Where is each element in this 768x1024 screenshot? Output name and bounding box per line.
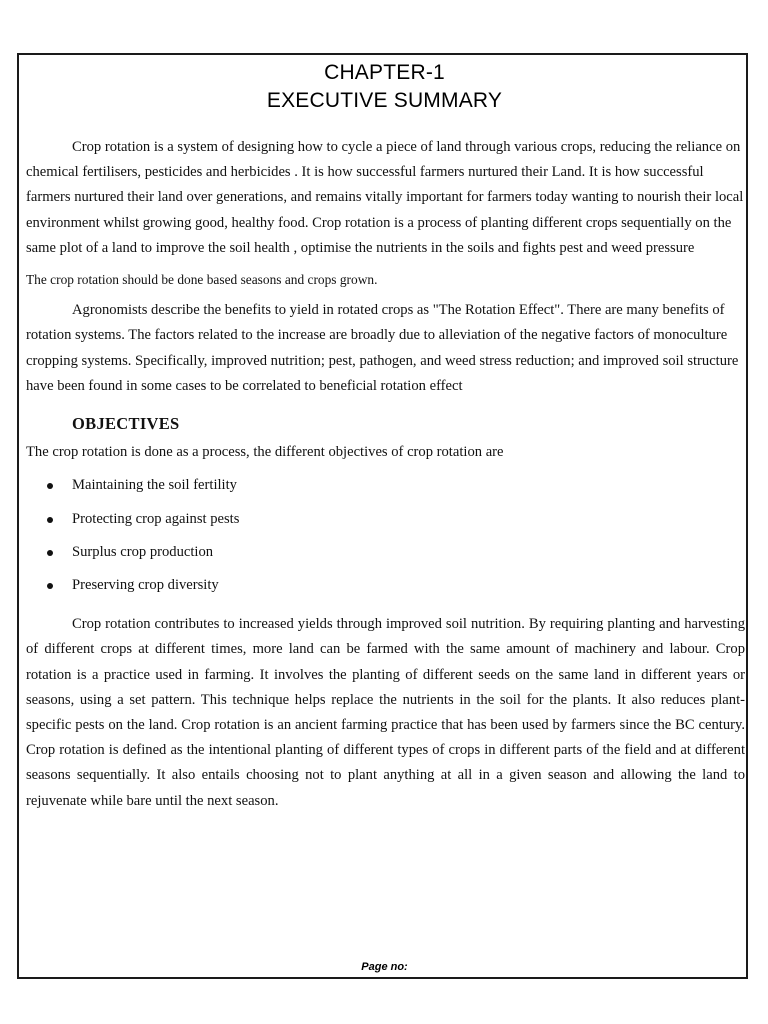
list-item <box>26 473 745 506</box>
bullet-icon <box>47 483 53 489</box>
objective-text: Maintaining the soil fertility <box>72 477 237 494</box>
objective-text: Preserving crop diversity <box>72 577 219 593</box>
objectives-heading: OBJECTIVES <box>72 414 180 434</box>
bullet-icon <box>47 517 53 523</box>
objective-text: Surplus crop production <box>72 543 214 560</box>
list-item <box>26 540 745 573</box>
bullet-icon <box>47 583 53 589</box>
objectives-lead: The crop rotation is done as a process, the different objectives of crop rotation are <box>26 444 504 461</box>
bullet-icon <box>47 550 53 556</box>
page-number-label: Page no: <box>361 961 408 973</box>
intro-note: The crop rotation should be done based seasons and crops grown. <box>26 272 378 288</box>
chapter-title: EXECUTIVE SUMMARY <box>266 89 503 112</box>
intro-paragraph: Crop rotation is a system of designing how to cycle a piece of land through various crops, reducing the reliance on chemical fertilisers, pesticides and herbicides . It is how successful farmers nurtured their Land. It is how successful farmers nurtured their land over generations, and remains vitally important for farmers today wanting to nourish their local environment whilst growing good, healthy food. Crop rotation is a process of planting different crops sequentially on the same plot of a land to improve the soil health , optimise the nutrients in the soils and fights pest and weed pressure <box>26 139 744 256</box>
list-item <box>26 573 745 606</box>
conclusion-paragraph: Crop rotation contributes to increased yields through improved soil nutrition. By requiring planting and harvesting of different crops at different times, more land can be farmed with the same amount of machinery and labour. Crop rotation is a practice used in farming. It involves the planting of different seeds on the same land in different years or seasons, using a set pattern. This technique helps replace the nutrients in the soil for the plants. It also reduces plant-specific pests on the land. Crop rotation is an ancient farming practice that has been used by farmers since the BC century. Crop rotation is defined as the intentional planting of different types of crops in different parts of the field and at different seasons sequentially. It also entails choosing not to plant anything at all in a given season and allowing the land to rejuvenate while bare until the next season. <box>26 616 745 809</box>
page-frame <box>17 53 748 979</box>
objective-text: Protecting crop against pests <box>72 510 240 527</box>
list-item <box>26 507 745 540</box>
document-body <box>26 135 745 814</box>
agronomy-paragraph: Agronomists describe the benefits to yield in rotated crops as "The Rotation Effect". There are many benefits of rotation systems. The factors related to the increase are broadly due to alleviation of the negative factors of monoculture cropping systems. Specifically, improved nutrition; pest, pathogen, and weed stress reduction; and improved soil structure have been found in some cases to be correlated to beneficial rotation effect <box>26 302 739 394</box>
objectives-list <box>26 473 745 606</box>
chapter-number: CHAPTER-1 <box>324 61 445 84</box>
